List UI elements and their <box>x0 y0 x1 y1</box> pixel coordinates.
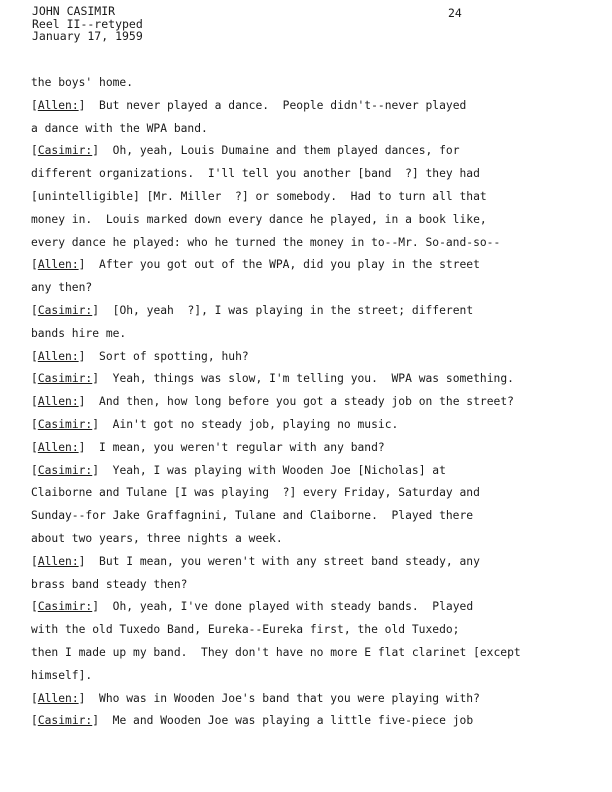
line-text: Ain't got no steady job, playing no music. <box>99 417 399 431</box>
speaker-bracket-open: [ <box>31 349 38 363</box>
speaker-bracket-close: ] <box>78 691 86 705</box>
line-text: Who was in Wooden Joe's band that you were playing with? <box>85 691 480 705</box>
speaker-label: Casimir: <box>37 303 93 317</box>
speaker-label: Casimir: <box>37 417 93 431</box>
line-text: Yeah, I was playing with Wooden Joe [Nicholas] at <box>99 463 446 477</box>
transcript-line <box>31 391 601 414</box>
transcript-line <box>31 368 601 391</box>
reel-label: Reel II--retyped <box>32 16 143 31</box>
line-text: bands hire me. <box>31 326 127 340</box>
transcript-line <box>31 140 601 163</box>
page-number: 24 <box>448 6 462 20</box>
speaker-bracket-open: [ <box>31 144 38 158</box>
transcript-line <box>31 665 601 688</box>
transcript-line <box>31 277 601 300</box>
transcript-line <box>31 72 601 95</box>
line-text: After you got out of the WPA, did you play in the street <box>85 258 480 272</box>
line-text: brass band steady then? <box>31 577 188 591</box>
line-text: Sort of spotting, huh? <box>85 349 249 363</box>
speaker-bracket-close: ] <box>92 714 100 728</box>
speaker-label: Allen: <box>37 98 79 112</box>
line-text: Oh, yeah, Louis Dumaine and them played dances, for <box>99 144 460 158</box>
transcript-line <box>31 323 601 346</box>
speaker-label: Allen: <box>37 349 79 363</box>
line-text: money in. Louis marked down every dance he played, in a book like, <box>31 212 487 226</box>
transcript-line <box>31 163 601 186</box>
speaker-label: Allen: <box>37 258 79 272</box>
transcript-line <box>31 710 601 733</box>
speaker-bracket-open: [ <box>31 714 38 728</box>
line-text: a dance with the WPA band. <box>31 121 208 135</box>
speaker-bracket-open: [ <box>31 600 38 614</box>
transcript-body <box>31 72 601 733</box>
speaker-bracket-open: [ <box>31 395 38 409</box>
transcript-line <box>31 437 601 460</box>
transcript-line <box>31 209 601 232</box>
line-text: every dance he played: who he turned the money in to--Mr. So-and-so-- <box>31 235 501 249</box>
speaker-bracket-close: ] <box>78 395 86 409</box>
interviewee-name: JOHN CASIMIR <box>32 4 116 18</box>
speaker-bracket-close: ] <box>92 417 100 431</box>
speaker-bracket-open: [ <box>31 303 38 317</box>
transcript-line <box>31 574 601 597</box>
transcript-line <box>31 551 601 574</box>
transcript-line <box>31 186 601 209</box>
transcript-line <box>31 596 601 619</box>
speaker-bracket-open: [ <box>31 417 38 431</box>
line-text: himself]. <box>31 668 93 682</box>
transcript-line <box>31 118 601 141</box>
speaker-bracket-close: ] <box>78 349 86 363</box>
speaker-bracket-open: [ <box>31 691 38 705</box>
transcript-line <box>31 642 601 665</box>
transcript-line <box>31 95 601 118</box>
line-text: And then, how long before you got a steady job on the street? <box>85 395 514 409</box>
speaker-bracket-open: [ <box>31 463 38 477</box>
speaker-label: Casimir: <box>37 600 93 614</box>
speaker-bracket-close: ] <box>78 98 86 112</box>
line-text: [unintelligible] [Mr. Miller ?] or somebody. Had to turn all that <box>31 189 487 203</box>
transcript-line <box>31 460 601 483</box>
line-text: Claiborne and Tulane [I was playing ?] every Friday, Saturday and <box>31 486 480 500</box>
speaker-label: Allen: <box>37 440 79 454</box>
line-text: the boys' home. <box>31 76 134 89</box>
speaker-bracket-open: [ <box>31 98 38 112</box>
line-text: Sunday--for Jake Graffagnini, Tulane and Claiborne. Played there <box>31 509 474 523</box>
transcript-line <box>31 619 601 642</box>
speaker-bracket-close: ] <box>92 463 100 477</box>
speaker-bracket-open: [ <box>31 258 38 272</box>
line-text: But never played a dance. People didn't--never played <box>85 98 467 112</box>
line-text: [Oh, yeah ?], I was playing in the street; different <box>99 303 474 317</box>
transcript-line <box>31 414 601 437</box>
interview-date: January 17, 1959 <box>32 29 143 43</box>
line-text: different organizations. I'll tell you another [band ?] they had <box>31 167 480 181</box>
speaker-label: Allen: <box>37 395 79 409</box>
speaker-bracket-open: [ <box>31 440 38 454</box>
line-text: But I mean, you weren't with any street band steady, any <box>85 554 480 568</box>
speaker-bracket-close: ] <box>78 440 86 454</box>
speaker-label: Casimir: <box>37 372 93 386</box>
line-text: with the old Tuxedo Band, Eureka--Eureka first, the old Tuxedo; <box>31 623 460 637</box>
line-text: then I made up my band. They don't have no more E flat clarinet [except <box>31 645 521 659</box>
transcript-line <box>31 505 601 528</box>
speaker-label: Allen: <box>37 554 79 568</box>
speaker-bracket-close: ] <box>78 258 86 272</box>
transcript-line <box>31 528 601 551</box>
line-text: any then? <box>31 281 93 295</box>
speaker-bracket-close: ] <box>92 372 100 386</box>
speaker-bracket-open: [ <box>31 372 38 386</box>
document-header <box>32 5 143 43</box>
transcript-line <box>31 254 601 277</box>
speaker-bracket-close: ] <box>92 144 100 158</box>
speaker-label: Casimir: <box>37 463 93 477</box>
speaker-bracket-close: ] <box>92 303 100 317</box>
line-text: about two years, three nights a week. <box>31 531 283 545</box>
line-text: Oh, yeah, I've done played with steady bands. Played <box>99 600 474 614</box>
speaker-label: Allen: <box>37 691 79 705</box>
speaker-bracket-close: ] <box>78 554 86 568</box>
transcript-line <box>31 346 601 369</box>
line-text: Me and Wooden Joe was playing a little five-piece job <box>99 714 474 728</box>
line-text: I mean, you weren't regular with any band? <box>85 440 385 454</box>
transcript-line <box>31 232 601 255</box>
transcript-line <box>31 300 601 323</box>
transcript-line <box>31 688 601 711</box>
speaker-label: Casimir: <box>37 144 93 158</box>
transcript-line <box>31 482 601 505</box>
speaker-bracket-open: [ <box>31 554 38 568</box>
line-text: Yeah, things was slow, I'm telling you. WPA was something. <box>99 372 514 386</box>
speaker-bracket-close: ] <box>92 600 100 614</box>
speaker-label: Casimir: <box>37 714 93 728</box>
